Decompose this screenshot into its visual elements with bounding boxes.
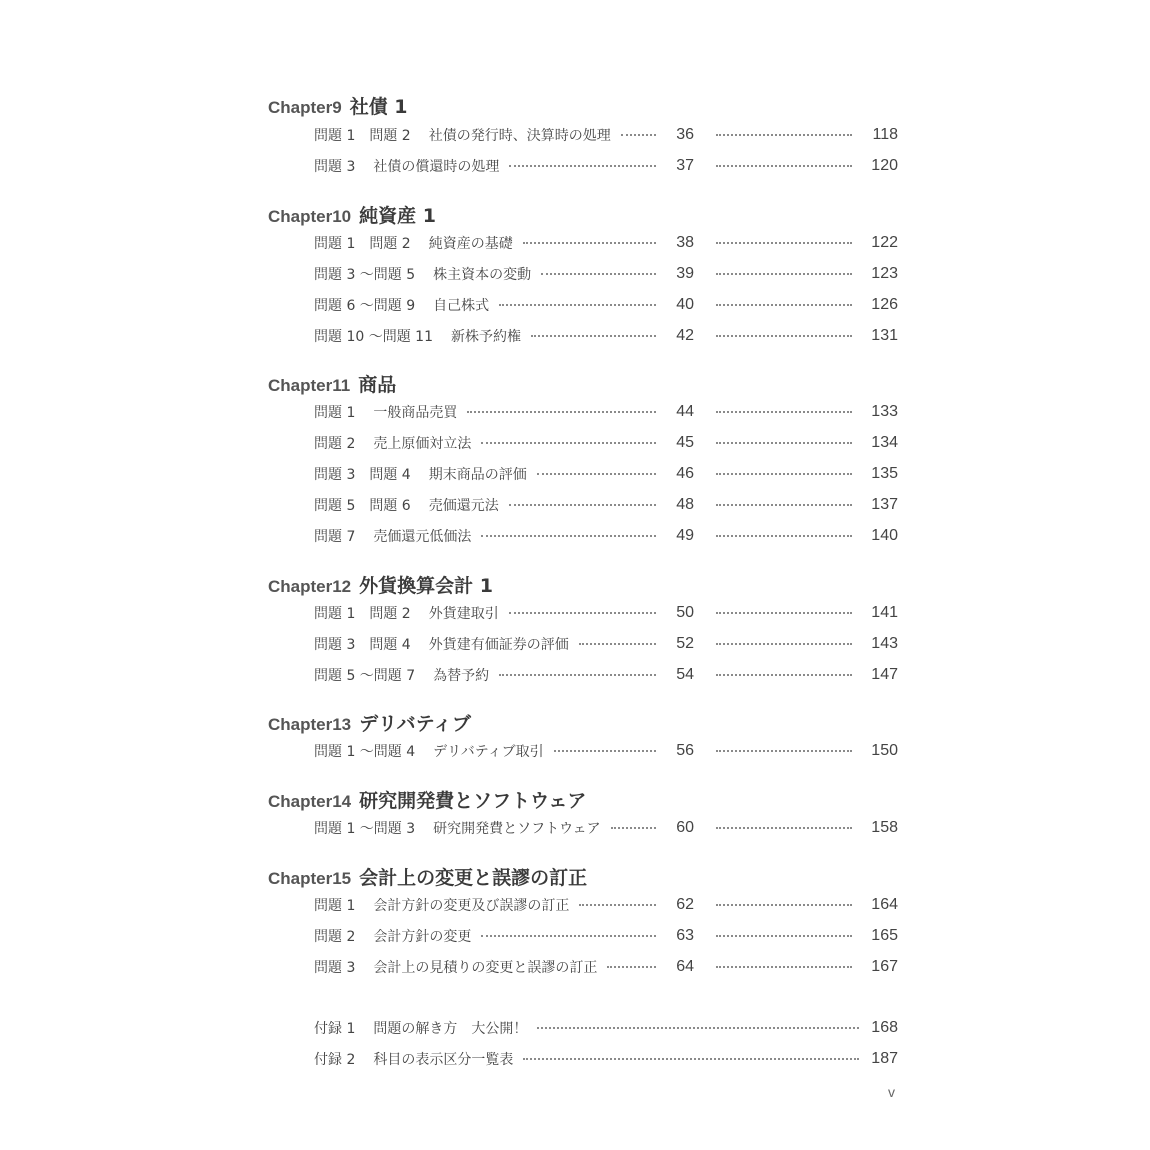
toc-entry [314, 739, 898, 763]
answer-page: 126 [871, 296, 898, 313]
entry-topic: 自己株式 [433, 298, 490, 314]
dot-leader [716, 304, 852, 306]
entry-topic: 研究開発費とソフトウェア [433, 821, 601, 837]
toc-entry [314, 893, 898, 917]
question-page: 45 [676, 434, 694, 451]
dot-leader [716, 935, 852, 937]
question-page: 50 [676, 604, 694, 621]
entry-topic: デリバティブ取引 [433, 744, 544, 760]
answer-page: 133 [871, 403, 898, 420]
question-page: 54 [676, 666, 694, 683]
chapter-title-text: 純資産 1 [359, 205, 436, 227]
question-page: 40 [676, 296, 694, 313]
answer-page: 135 [871, 465, 898, 482]
chapter-heading [268, 709, 471, 736]
problem-number: 問題 1 ～問題 4 [314, 744, 416, 760]
toc-entry [314, 293, 898, 317]
dot-leader [481, 535, 656, 537]
appendix-number: 付録 1 [314, 1021, 356, 1037]
problem-number: 問題 3 問題 4 [314, 467, 411, 483]
question-page: 49 [676, 527, 694, 544]
problem-number: 問題 10 ～問題 11 [314, 329, 433, 345]
entry-topic: 株主資本の変動 [433, 267, 532, 283]
problem-number: 問題 5 問題 6 [314, 498, 411, 514]
answer-page: 141 [871, 604, 898, 621]
answer-page: 140 [871, 527, 898, 544]
answer-page: 118 [872, 126, 898, 143]
dot-leader [579, 904, 656, 906]
answer-page: 143 [871, 635, 898, 652]
problem-number: 問題 3 [314, 159, 356, 175]
problem-number: 問題 5 ～問題 7 [314, 668, 416, 684]
entry-topic: 売価還元法 [428, 498, 499, 514]
entry-topic: 会計方針の変更 [373, 929, 472, 945]
dot-leader [716, 273, 852, 275]
chapter-label: Chapter9 [268, 98, 342, 117]
question-page: 37 [676, 157, 694, 174]
toc-entry [314, 231, 898, 255]
question-page: 46 [676, 465, 694, 482]
chapter-title-text: 会計上の変更と誤謬の訂正 [359, 867, 588, 889]
toc-entry [314, 493, 898, 517]
problem-number: 問題 1 [314, 898, 356, 914]
dot-leader [537, 473, 656, 475]
dot-leader [499, 304, 656, 306]
appendix-page: 168 [871, 1019, 898, 1036]
question-page: 62 [676, 896, 694, 913]
answer-page: 134 [871, 434, 898, 451]
question-page: 48 [676, 496, 694, 513]
dot-leader [509, 504, 656, 506]
chapter-heading [268, 201, 436, 228]
dot-leader [509, 165, 656, 167]
dot-leader [716, 442, 852, 444]
toc-entry [314, 400, 898, 424]
dot-leader [467, 411, 656, 413]
entry-topic: 社債の発行時、決算時の処理 [428, 128, 611, 144]
answer-page: 147 [871, 666, 898, 683]
answer-page: 120 [871, 157, 898, 174]
answer-page: 123 [871, 265, 898, 282]
problem-number: 問題 1 [314, 405, 356, 421]
entry-topic: 新株予約権 [450, 329, 521, 345]
question-page: 63 [676, 927, 694, 944]
dot-leader [531, 335, 656, 337]
dot-leader [716, 134, 852, 136]
problem-number: 問題 3 [314, 960, 356, 976]
chapter-label: Chapter14 [268, 792, 352, 811]
chapter-title-text: 社債 1 [349, 96, 408, 118]
dot-leader [716, 674, 852, 676]
dot-leader [716, 335, 852, 337]
dot-leader [481, 935, 656, 937]
toc-entry [314, 632, 898, 656]
question-page: 60 [676, 819, 694, 836]
chapter-label: Chapter12 [268, 577, 352, 596]
dot-leader [716, 411, 852, 413]
appendix-topic: 科目の表示区分一覧表 [373, 1052, 514, 1068]
chapter-title-text: 外貨換算会計 1 [359, 575, 493, 597]
dot-leader [607, 966, 656, 968]
dot-leader [716, 535, 852, 537]
appendix-entry [314, 1047, 898, 1071]
dot-leader [481, 442, 656, 444]
dot-leader [611, 827, 656, 829]
chapter-title-text: デリバティブ [359, 713, 472, 735]
toc-entry [314, 431, 898, 455]
answer-page: 158 [871, 819, 898, 836]
entry-topic: 期末商品の評価 [428, 467, 527, 483]
toc-entry [314, 663, 898, 687]
dot-leader [716, 165, 852, 167]
answer-page: 167 [871, 958, 898, 975]
dot-leader [523, 242, 656, 244]
entry-topic: 一般商品売買 [373, 405, 458, 421]
question-page: 44 [676, 403, 694, 420]
problem-number: 問題 1 問題 2 [314, 128, 411, 144]
answer-page: 137 [871, 496, 898, 513]
dot-leader [716, 242, 852, 244]
dot-leader [509, 612, 656, 614]
problem-number: 問題 1 問題 2 [314, 236, 411, 252]
problem-number: 問題 6 ～問題 9 [314, 298, 416, 314]
problem-number: 問題 7 [314, 529, 356, 545]
chapter-title-text: 商品 [358, 374, 397, 396]
chapter-heading [268, 571, 493, 598]
problem-number: 問題 1 ～問題 3 [314, 821, 416, 837]
problem-number: 問題 1 問題 2 [314, 606, 411, 622]
toc-entry [314, 324, 898, 348]
problem-number: 問題 3 問題 4 [314, 637, 411, 653]
dot-leader [716, 612, 852, 614]
toc-entry [314, 955, 898, 979]
dot-leader [716, 504, 852, 506]
chapter-heading [268, 370, 396, 397]
problem-number: 問題 2 [314, 929, 356, 945]
toc-entry [314, 601, 898, 625]
question-page: 38 [676, 234, 694, 251]
answer-page: 122 [871, 234, 898, 251]
chapter-heading [268, 863, 587, 890]
toc-entry [314, 123, 898, 147]
dot-leader [716, 643, 852, 645]
toc-entry [314, 816, 898, 840]
dot-leader [537, 1027, 859, 1029]
problem-number: 問題 2 [314, 436, 356, 452]
toc-entry [314, 462, 898, 486]
problem-number: 問題 3 ～問題 5 [314, 267, 416, 283]
dot-leader [716, 904, 852, 906]
dot-leader [499, 674, 656, 676]
appendix-number: 付録 2 [314, 1052, 356, 1068]
toc-entry [314, 262, 898, 286]
question-page: 39 [676, 265, 694, 282]
entry-topic: 会計方針の変更及び誤謬の訂正 [373, 898, 570, 914]
entry-topic: 外貨建有価証券の評価 [428, 637, 569, 653]
chapter-label: Chapter10 [268, 207, 352, 226]
question-page: 52 [676, 635, 694, 652]
question-page: 42 [676, 327, 694, 344]
dot-leader [541, 273, 656, 275]
question-page: 56 [676, 742, 694, 759]
toc-entry [314, 524, 898, 548]
page-number: v [888, 1084, 895, 1100]
dot-leader [716, 966, 852, 968]
answer-page: 164 [871, 896, 898, 913]
chapter-heading [268, 786, 586, 813]
question-page: 36 [676, 126, 694, 143]
entry-topic: 純資産の基礎 [428, 236, 513, 252]
entry-topic: 社債の償還時の処理 [373, 159, 500, 175]
dot-leader [523, 1058, 859, 1060]
entry-topic: 会計上の見積りの変更と誤謬の訂正 [373, 960, 598, 976]
appendix-page: 187 [871, 1050, 898, 1067]
question-page: 64 [676, 958, 694, 975]
chapter-title-text: 研究開発費とソフトウェア [359, 790, 587, 812]
answer-page: 131 [871, 327, 898, 344]
chapter-heading [268, 92, 408, 119]
toc-entry [314, 924, 898, 948]
chapter-label: Chapter11 [268, 376, 351, 395]
appendix-entry [314, 1016, 898, 1040]
entry-topic: 為替予約 [433, 668, 490, 684]
appendix-topic: 問題の解き方 大公開！ [373, 1021, 528, 1037]
chapter-label: Chapter13 [268, 715, 352, 734]
toc-entry [314, 154, 898, 178]
dot-leader [579, 643, 656, 645]
dot-leader [621, 134, 656, 136]
answer-page: 150 [871, 742, 898, 759]
dot-leader [716, 473, 852, 475]
dot-leader [554, 750, 656, 752]
entry-topic: 外貨建取引 [428, 606, 499, 622]
dot-leader [716, 827, 852, 829]
dot-leader [716, 750, 852, 752]
entry-topic: 売上原価対立法 [373, 436, 472, 452]
entry-topic: 売価還元低価法 [373, 529, 472, 545]
chapter-label: Chapter15 [268, 869, 352, 888]
answer-page: 165 [871, 927, 898, 944]
